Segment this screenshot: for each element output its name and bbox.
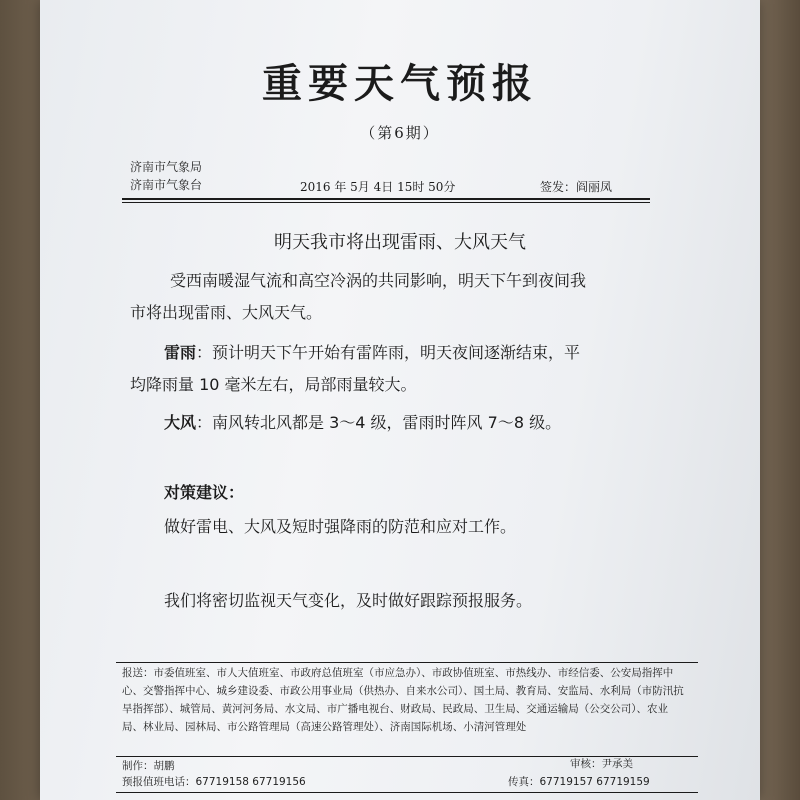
issuing-observatory: 济南市气象台 [130, 178, 203, 192]
closing-statement: 我们将密切监视天气变化，及时做好跟踪预报服务。 [164, 591, 533, 610]
footer-divider-bottom [116, 792, 698, 793]
document-title: 重要天气预报 [262, 60, 538, 107]
thunderstorm-label: 雷雨 [164, 343, 197, 362]
issue-datetime: 2016 年 5月 4日 15时 50分 [300, 180, 456, 194]
forecast-headline: 明天我市将出现雷雨、大风天气 [274, 232, 526, 253]
thunderstorm-paragraph-line2: 均降雨量 10 毫米左右，局部雨量较大。 [130, 375, 417, 394]
intro-paragraph-line1: 受西南暖湿气流和高空冷涡的共同影响，明天下午到夜间我 [170, 271, 587, 290]
advice-text: 做好雷电、大风及短时强降雨的防范和应对工作。 [164, 517, 517, 536]
issuing-bureau: 济南市气象局 [130, 160, 203, 174]
thunderstorm-text: ：预计明天下午开始有雷阵雨，明天夜间逐渐结束，平 [196, 343, 581, 362]
footer-divider-top [116, 662, 698, 663]
duty-phone: 预报值班电话：67719158 67719156 [122, 776, 306, 788]
thunderstorm-paragraph-line1 [164, 336, 674, 370]
maker: 制作：胡鹏 [122, 760, 175, 772]
header-divider-thin [122, 202, 650, 203]
issue-number: （第6期） [360, 124, 440, 142]
forecast-document [40, 0, 760, 800]
wind-paragraph [164, 406, 674, 440]
distribution-list: 报送：市委值班室、市人大值班室、市政府总值班室（市应急办）、市政协值班室、市热线办、市经信委、公安局指挥中心、交警指挥中心、城乡建设委、市政公用事业局（供热办、自来水公司）、国土局、教育局、安监局、水利局（市防汛抗旱指挥部）、城管局、黄河河务局、水文局、市广播电视台、财政局、民政局、卫生局、交通运输局（公交公司）、农业局、林业局、园林局、市公路管理局（高速公路管理处）、济南国际机场、小清河管理处 [122, 667, 684, 733]
advice-heading: 对策建议： [164, 483, 245, 502]
header-divider [122, 198, 650, 200]
wind-label: 大风 [164, 413, 197, 432]
auditor: 审核：尹承美 [570, 758, 633, 770]
fax-number: 传真：67719157 67719159 [508, 776, 650, 788]
intro-paragraph-line2: 市将出现雷雨、大风天气。 [130, 303, 323, 322]
signer: 签发：阎丽凤 [540, 180, 613, 194]
wind-text: ：南风转北风都是 3～4 级，雷雨时阵风 7～8 级。 [196, 413, 562, 432]
